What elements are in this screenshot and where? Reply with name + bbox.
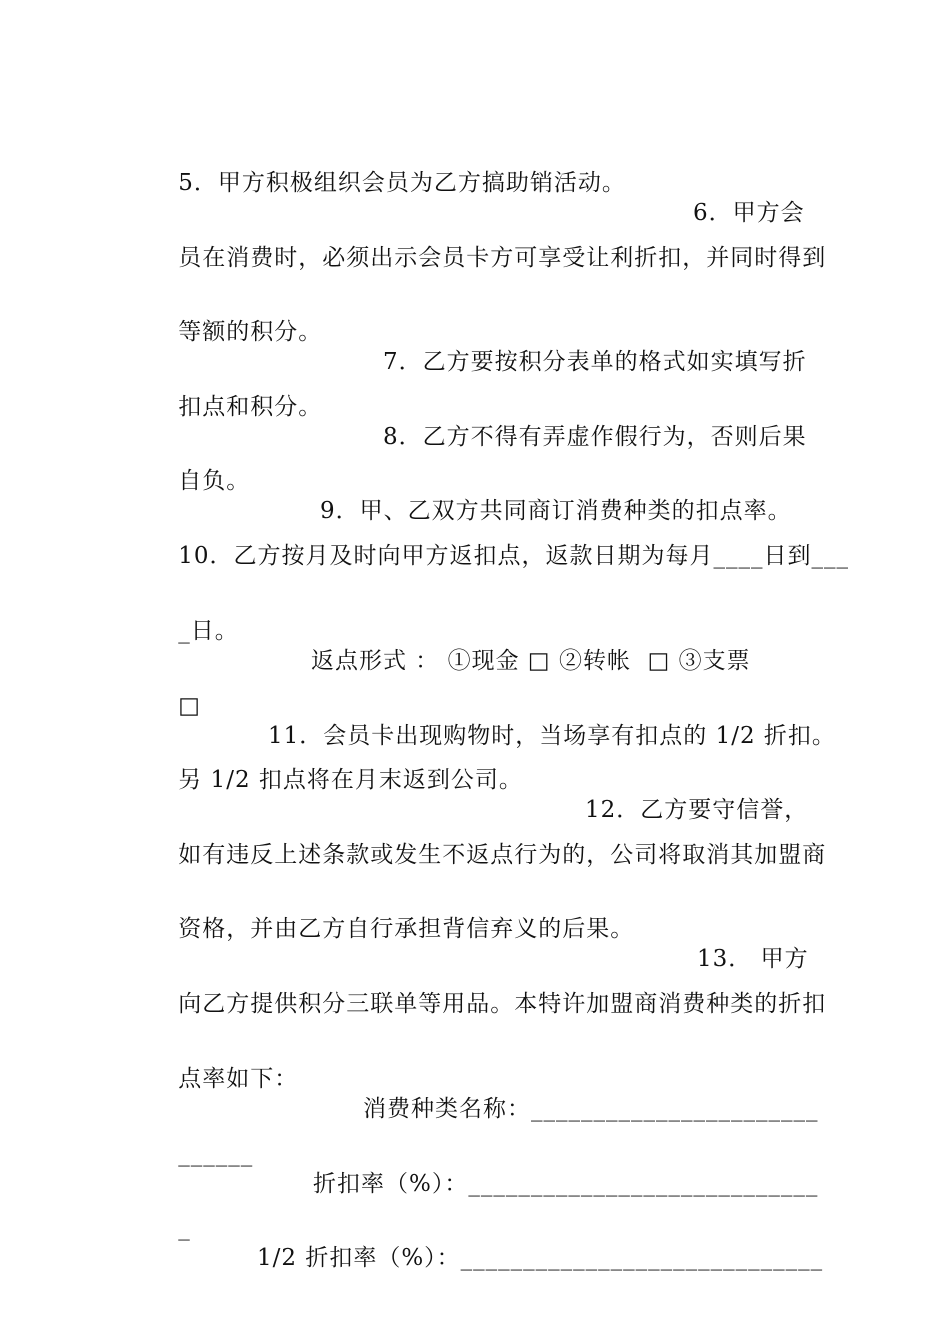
clause-12: 12．乙方要守信誉， bbox=[585, 797, 809, 823]
clause-7: 7．乙方要按积分表单的格式如实填写折 bbox=[383, 349, 807, 375]
clause-8: 8．乙方不得有弄虚作假行为，否则后果 bbox=[383, 424, 807, 450]
clause-11-end: 另 1/2 扣点将在月末返到公司。 bbox=[178, 767, 523, 793]
checkbox-cheque: □ bbox=[178, 693, 201, 719]
text-line-15 bbox=[145, 1183, 824, 1303]
category-name-field-end: ______ bbox=[178, 1141, 254, 1167]
clause-7-end: 扣点和积分。 bbox=[178, 394, 323, 420]
clause-12-cont: 如有违反上述条款或发生不返点行为的，公司将取消其加盟商 bbox=[178, 842, 827, 868]
clause-12-end: 资格，并由乙方自行承担背信弃义的后果。 bbox=[178, 916, 635, 942]
clause-6-start: 6．甲方会 bbox=[693, 200, 805, 226]
text-line-6 bbox=[145, 511, 849, 601]
rebate-form-options: 返点形式 ： ①现金 □ ②转帐 □ ③支票 bbox=[311, 648, 751, 674]
clause-5: 5．甲方积极组织会员为乙方搞助销活动。 bbox=[178, 170, 626, 196]
category-name-field: 消费种类名称：_______________________ bbox=[363, 1096, 819, 1122]
discount-rate-field-end: _ bbox=[178, 1215, 191, 1241]
clause-11: 11．会员卡出现购物时，当场享有扣点的 1/2 折扣。 bbox=[268, 723, 836, 749]
rate-intro: 点率如下： bbox=[178, 1066, 299, 1092]
half-discount-rate-field: 1/2 折扣率（%）：_____________________________ bbox=[257, 1245, 824, 1271]
clause-6-cont: 员在消费时，必须出示会员卡方可享受让利折扣，并同时得到 bbox=[178, 245, 827, 271]
clause-9: 9．甲、乙双方共同商订消费种类的扣点率。 bbox=[320, 498, 792, 524]
clause-10: 10．乙方按月及时向甲方返扣点，返款日期为每月____日到___ bbox=[178, 543, 850, 569]
clause-10-end: _日。 bbox=[178, 618, 239, 644]
clause-13-cont: 向乙方提供积分三联单等用品。本特许加盟商消费种类的折扣 bbox=[178, 991, 827, 1017]
clause-6-end: 等额的积分。 bbox=[178, 319, 323, 345]
clause-13: 13． 甲方 bbox=[697, 946, 809, 972]
discount-rate-field: 折扣率（%）：____________________________ bbox=[313, 1171, 819, 1197]
clause-8-end: 自负。 bbox=[178, 468, 251, 494]
